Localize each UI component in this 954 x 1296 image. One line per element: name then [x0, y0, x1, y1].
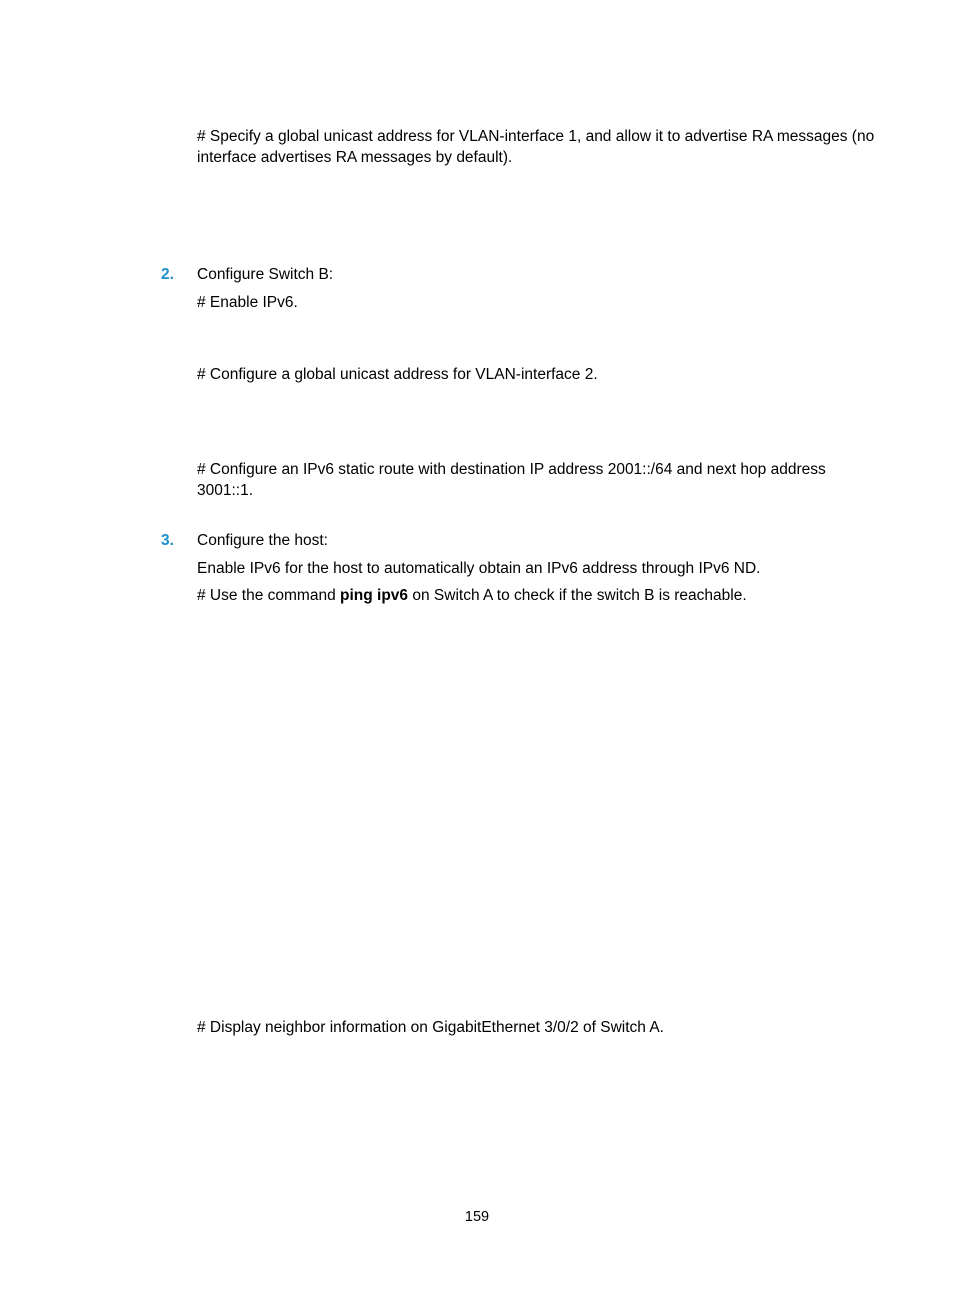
step-number-3: 3.	[161, 532, 174, 549]
step-title-configure-switch-b: Configure Switch B:	[197, 266, 334, 283]
paragraph-use-ping-command	[197, 585, 877, 606]
command-ping-ipv6: ping ipv6	[340, 587, 409, 604]
paragraph-configure-static-route: # Configure an IPv6 static route with destination IP address 2001::/64 and next hop address 3001::1.	[197, 461, 826, 499]
paragraph-configure-global-unicast-vlan2: # Configure a global unicast address for VLAN-interface 2.	[197, 366, 598, 383]
paragraph-enable-ipv6: # Enable IPv6.	[197, 294, 298, 311]
text-on-switch-a: on Switch A to check if the switch B is reachable.	[408, 587, 747, 604]
paragraph-specify-global-unicast: # Specify a global unicast address for VLAN-interface 1, and allow it to advertise RA messages (no interface advertises RA messages by default).	[197, 128, 875, 166]
paragraph-enable-ipv6-host: Enable IPv6 for the host to automatically obtain an IPv6 address through IPv6 ND.	[197, 560, 761, 577]
paragraph-display-neighbor-info: # Display neighbor information on GigabitEthernet 3/0/2 of Switch A.	[197, 1019, 664, 1036]
step-number-2: 2.	[161, 266, 174, 283]
text-use-the-command: # Use the command	[197, 587, 341, 604]
page-number: 159	[464, 1209, 490, 1225]
step-title-configure-host: Configure the host:	[197, 532, 328, 549]
